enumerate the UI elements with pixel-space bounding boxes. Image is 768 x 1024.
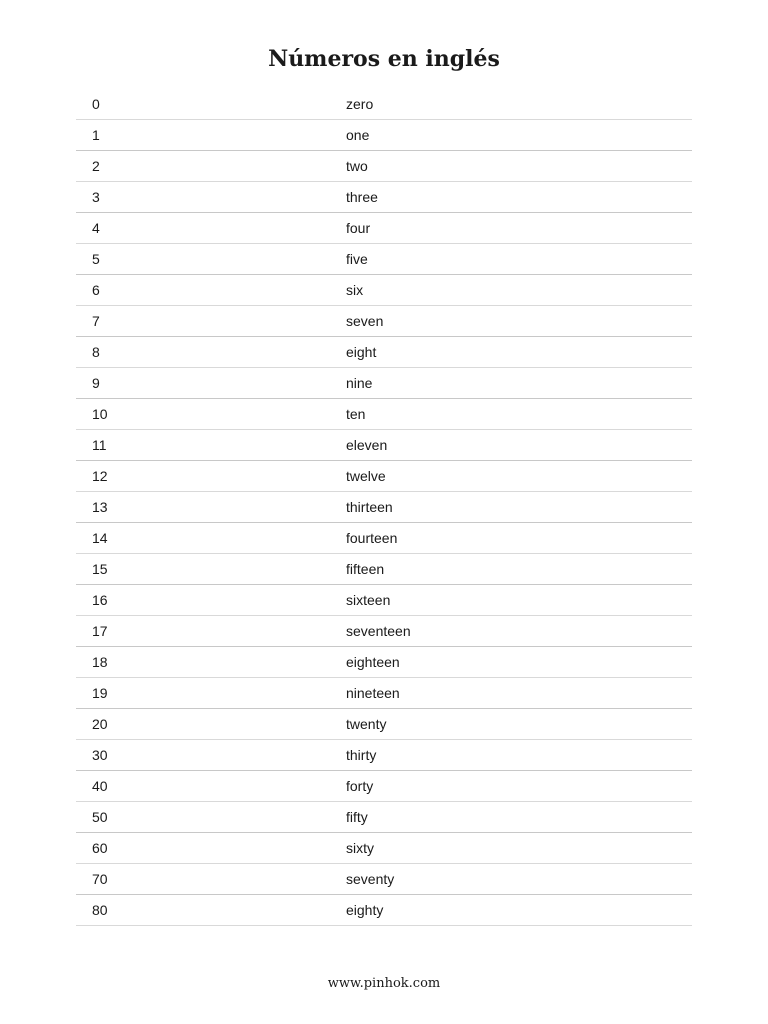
number-cell: 17 (92, 623, 108, 639)
word-cell: ten (346, 406, 366, 422)
word-cell: eighty (346, 902, 384, 918)
word-cell: three (346, 189, 378, 205)
table-row (76, 678, 692, 709)
table-row (76, 151, 692, 182)
word-cell: four (346, 220, 371, 236)
number-cell: 2 (92, 158, 100, 174)
number-cell: 15 (92, 561, 108, 577)
word-cell: fourteen (346, 530, 398, 546)
table-row (76, 368, 692, 399)
number-cell: 9 (92, 375, 100, 391)
word-cell: nineteen (346, 685, 400, 701)
number-cell: 18 (92, 654, 108, 670)
number-cell: 40 (92, 778, 108, 794)
table-row (76, 399, 692, 430)
table-row (76, 864, 692, 895)
word-cell: twelve (346, 468, 386, 484)
table-row (76, 740, 692, 771)
table-row (76, 771, 692, 802)
number-cell: 6 (92, 282, 100, 298)
table-row (76, 523, 692, 554)
table-row (76, 306, 692, 337)
table-row (76, 461, 692, 492)
table-row (76, 213, 692, 244)
table-row (76, 492, 692, 523)
table-row (76, 833, 692, 864)
table-row (76, 182, 692, 213)
word-cell: zero (346, 96, 374, 112)
table-row (76, 802, 692, 833)
number-cell: 50 (92, 809, 108, 825)
table-row (76, 895, 692, 926)
number-cell: 60 (92, 840, 108, 856)
word-cell: six (346, 282, 364, 298)
number-cell: 70 (92, 871, 108, 887)
number-cell: 8 (92, 344, 100, 360)
footer-url: www.pinhok.com (327, 976, 441, 991)
word-cell: eleven (346, 437, 388, 453)
word-cell: thirty (346, 747, 377, 763)
word-cell: forty (346, 778, 374, 794)
table-row (76, 554, 692, 585)
word-cell: sixteen (346, 592, 391, 608)
word-cell: nine (346, 375, 373, 391)
table-row (76, 89, 692, 120)
number-cell: 0 (92, 96, 100, 112)
word-cell: seven (346, 313, 384, 329)
number-cell: 4 (92, 220, 100, 236)
word-cell: eight (346, 344, 377, 360)
word-cell: two (346, 158, 368, 174)
number-cell: 14 (92, 530, 108, 546)
word-cell: one (346, 127, 370, 143)
word-cell: five (346, 251, 368, 267)
table-row (76, 430, 692, 461)
table-row (76, 275, 692, 306)
word-cell: seventeen (346, 623, 411, 639)
page-title: Números en inglés (268, 46, 500, 72)
table-row (76, 585, 692, 616)
number-cell: 12 (92, 468, 108, 484)
word-cell: fifteen (346, 561, 385, 577)
table-row (76, 647, 692, 678)
word-cell: twenty (346, 716, 387, 732)
number-cell: 80 (92, 902, 108, 918)
word-cell: thirteen (346, 499, 393, 515)
vocabulary-table (76, 89, 692, 926)
number-cell: 13 (92, 499, 108, 515)
word-cell: fifty (346, 809, 368, 825)
table-row (76, 709, 692, 740)
number-cell: 7 (92, 313, 100, 329)
number-cell: 16 (92, 592, 108, 608)
table-row (76, 337, 692, 368)
number-cell: 11 (92, 437, 107, 453)
number-cell: 5 (92, 251, 100, 267)
table-row (76, 120, 692, 151)
number-cell: 20 (92, 716, 108, 732)
table-row (76, 616, 692, 647)
number-cell: 19 (92, 685, 108, 701)
number-cell: 10 (92, 406, 108, 422)
table-row (76, 244, 692, 275)
word-cell: sixty (346, 840, 374, 856)
word-cell: eighteen (346, 654, 400, 670)
number-cell: 1 (92, 127, 100, 143)
word-cell: seventy (346, 871, 395, 887)
number-cell: 30 (92, 747, 108, 763)
number-cell: 3 (92, 189, 100, 205)
